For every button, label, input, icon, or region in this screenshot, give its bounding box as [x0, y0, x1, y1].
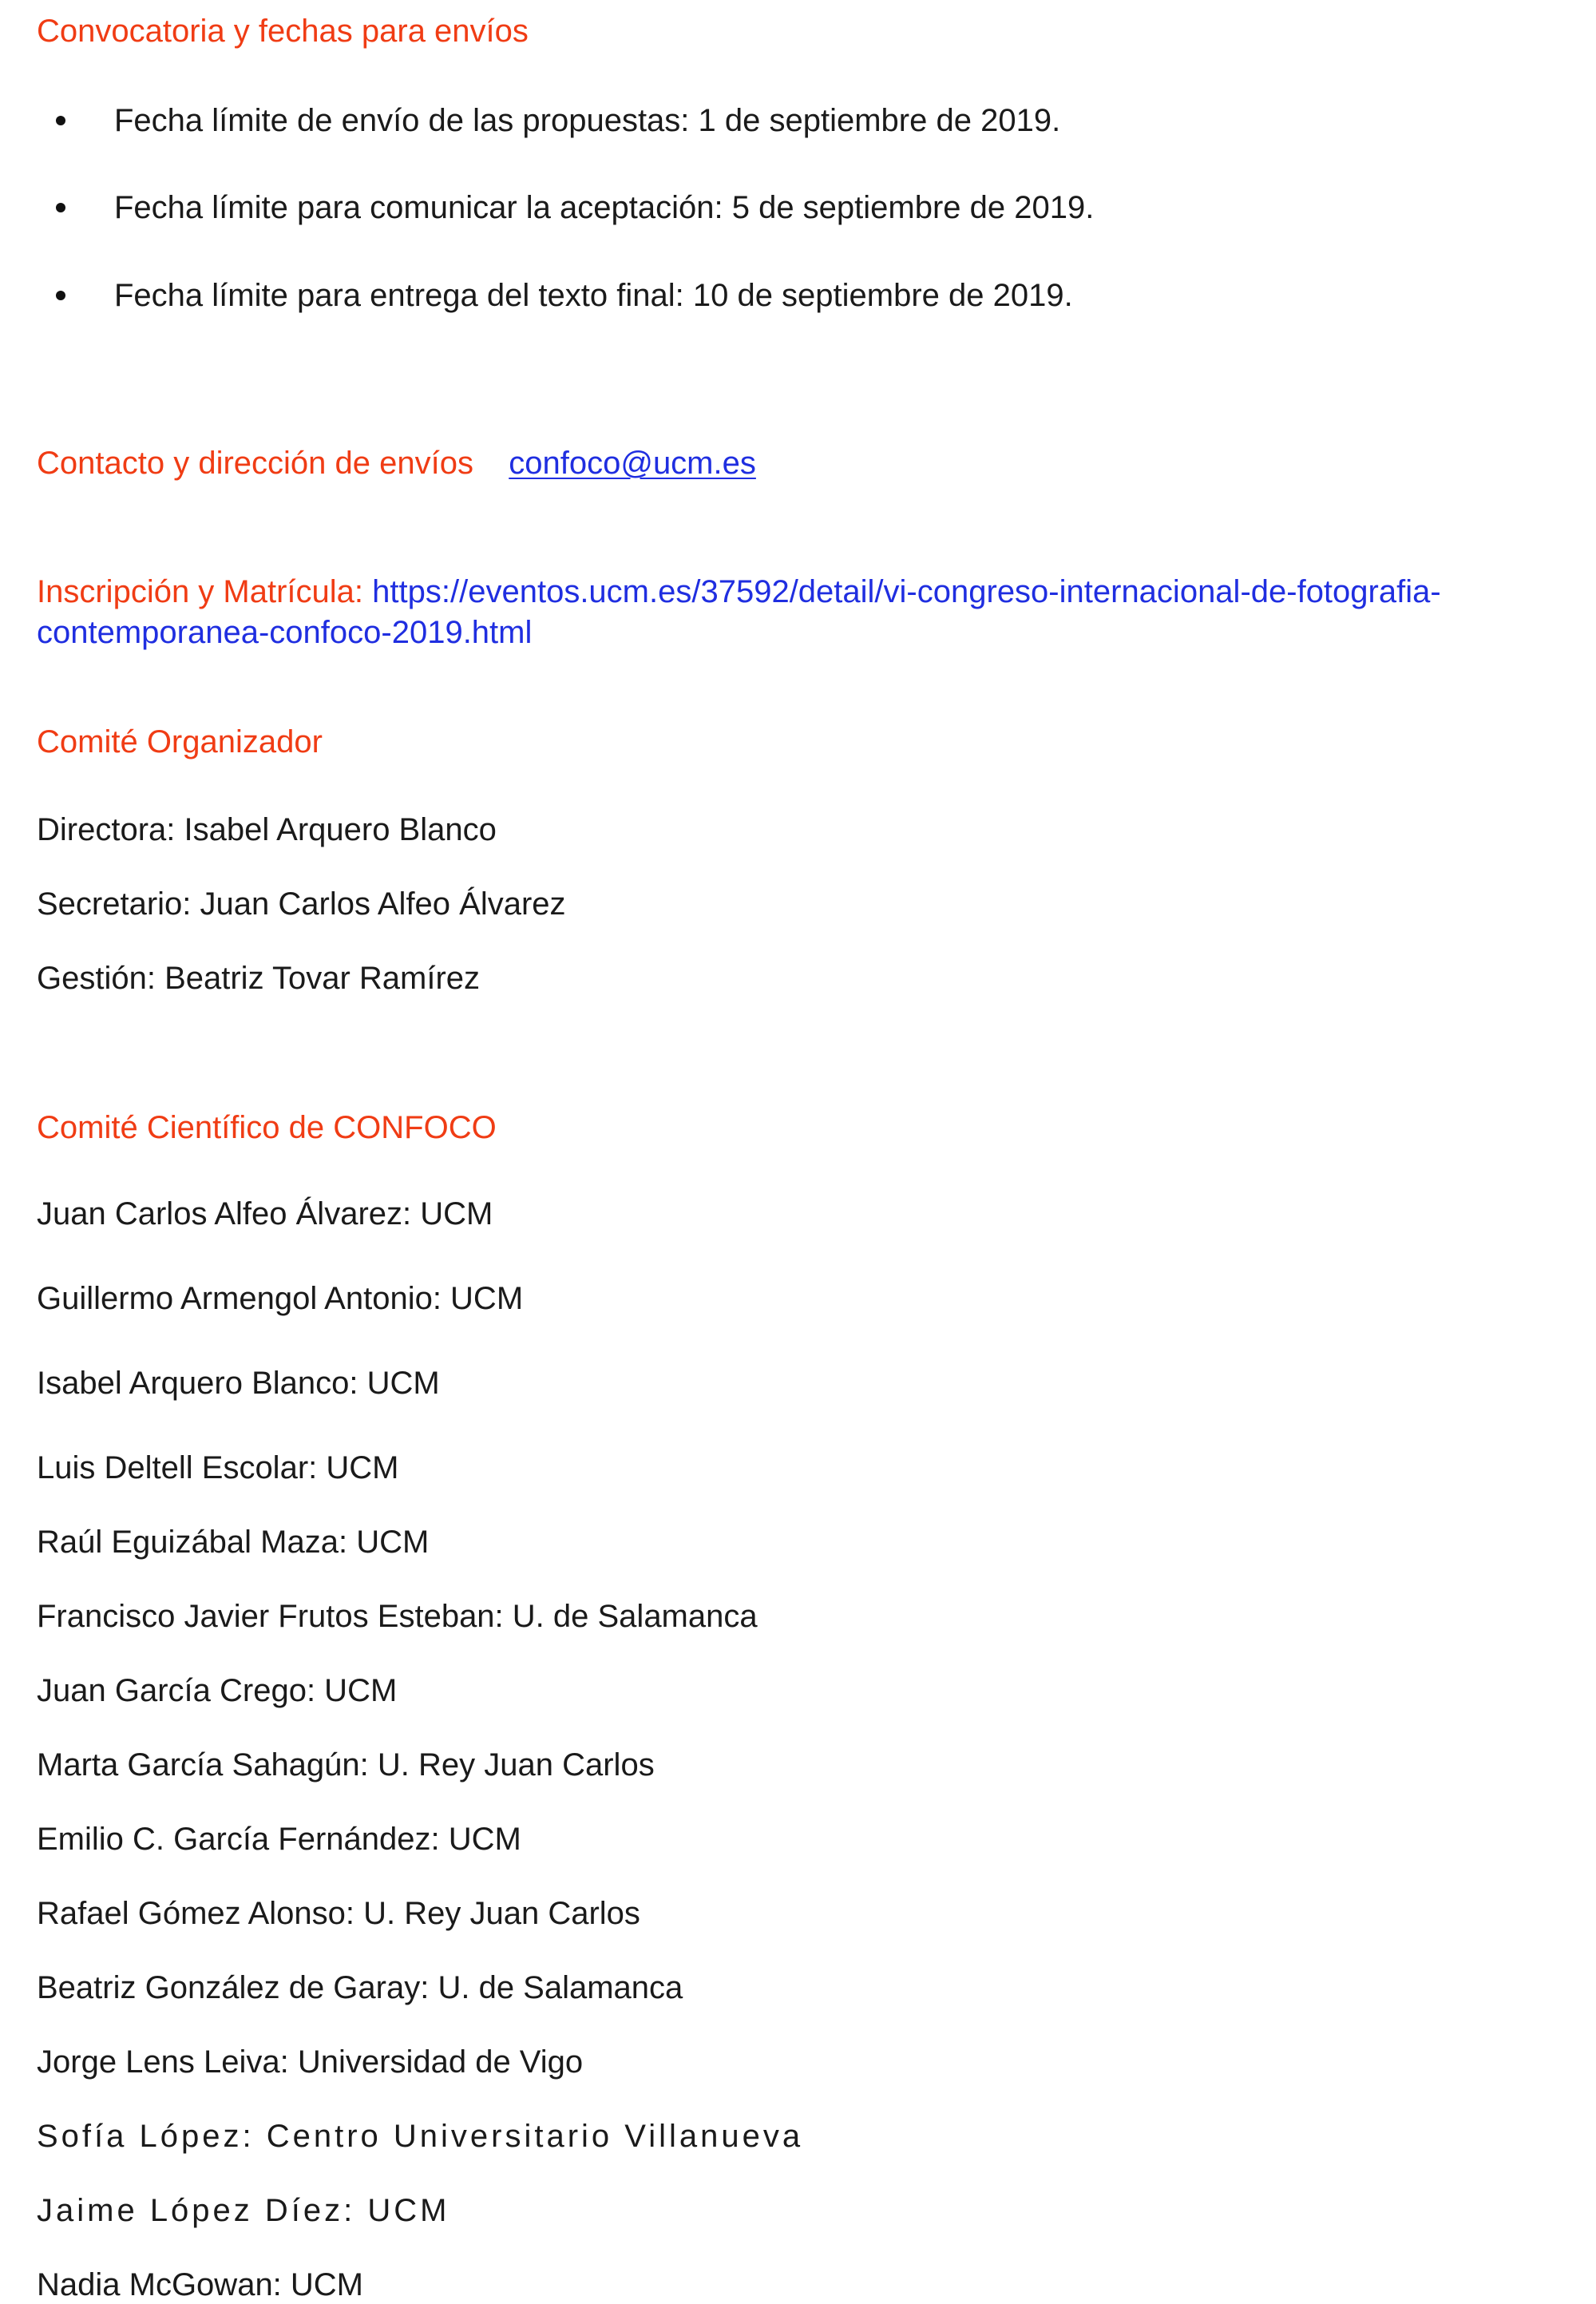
committee-member: Emilio C. García Fernández: UCM [37, 1822, 521, 1857]
registration-paragraph [37, 572, 1554, 653]
contact-label: Contacto y dirección de envíos [37, 446, 473, 481]
committee-member: Jaime López Díez: UCM [37, 2193, 450, 2228]
bullet-icon [56, 203, 65, 212]
committee-member: Sofía López: Centro Universitario Villanueva [37, 2119, 804, 2154]
deadline-proposals: Fecha límite de envío de las propuestas: 1 de septiembre de 2019. [114, 103, 1061, 138]
registration-label: Inscripción y Matrícula: [37, 574, 364, 609]
organizer-director: Directora: Isabel Arquero Blanco [37, 812, 497, 847]
committee-member: Juan Carlos Alfeo Álvarez: UCM [37, 1196, 493, 1231]
registration-url-part1[interactable]: https://eventos.ucm.es/37592/detail/vi-congreso-internacional-de-fotografia- [372, 574, 1441, 609]
committee-member: Nadia McGowan: UCM [37, 2267, 364, 2302]
committee-member: Marta García Sahagún: U. Rey Juan Carlos [37, 1747, 655, 1783]
organizer-secretary: Secretario: Juan Carlos Alfeo Álvarez [37, 886, 566, 922]
contact-line [37, 444, 756, 482]
registration-url-part2[interactable]: contemporanea-confoco-2019.html [37, 615, 533, 650]
committee-member: Beatriz González de Garay: U. de Salamanca [37, 1970, 683, 2005]
organizer-management: Gestión: Beatriz Tovar Ramírez [37, 961, 481, 996]
contact-email-link[interactable]: confoco@ucm.es [509, 446, 756, 481]
committee-member: Rafael Gómez Alonso: U. Rey Juan Carlos [37, 1896, 640, 1931]
committee-member: Guillermo Armengol Antonio: UCM [37, 1281, 524, 1316]
scientific-committee-heading: Comité Científico de CONFOCO [37, 1110, 497, 1145]
committee-member: Francisco Javier Frutos Esteban: U. de Salamanca [37, 1599, 758, 1634]
bullet-icon [56, 116, 65, 125]
bullet-icon [56, 291, 65, 300]
committee-member: Luis Deltell Escolar: UCM [37, 1450, 399, 1485]
committee-member: Isabel Arquero Blanco: UCM [37, 1366, 440, 1401]
organizing-committee-heading: Comité Organizador [37, 724, 323, 759]
deadline-acceptance: Fecha límite para comunicar la aceptación: 5 de septiembre de 2019. [114, 190, 1095, 225]
committee-member: Raúl Eguizábal Maza: UCM [37, 1525, 430, 1560]
committee-member: Jorge Lens Leiva: Universidad de Vigo [37, 2044, 584, 2080]
deadline-final-text: Fecha límite para entrega del texto final: 10 de septiembre de 2019. [114, 278, 1073, 313]
committee-member: Juan García Crego: UCM [37, 1673, 398, 1708]
convocatoria-heading: Convocatoria y fechas para envíos [37, 14, 529, 49]
